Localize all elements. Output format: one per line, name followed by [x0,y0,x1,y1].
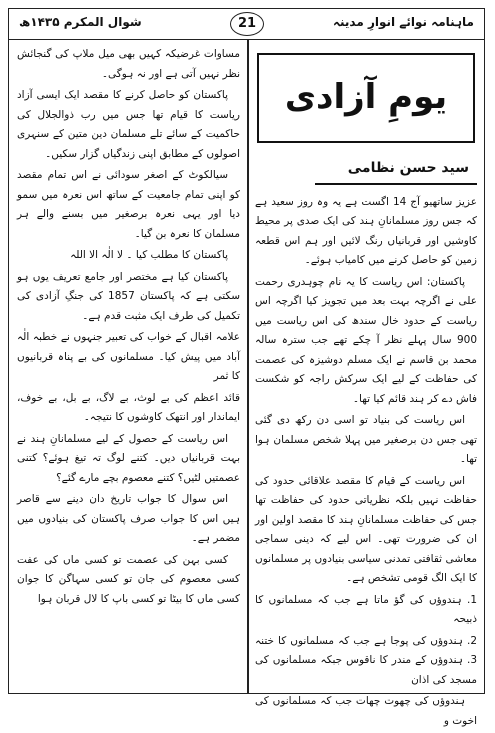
title-box [257,53,475,143]
paragraph: سیالکوٹ کے اصغر سودائی نے اس تمام مقصد کو اپنی تمام جامعیت کے ساتھ اس نعرہ میں سمو دیا اور یہی نعرہ برصغیر میں بسنے والے ہر مسلمان کا نعرہ بن گیا۔ [17,169,240,240]
paragraph: اس ریاست کے حصول کے لیے مسلمانانِ ہند نے بہت قربانیاں دیں۔ کتنے لوگ تہ تیغ ہوئے؟ کتنی عصمتیں لٹیں؟ کتنے معصوم بچے مارے گئے؟ [17,432,240,484]
column-divider [247,39,249,694]
right-column [255,45,477,733]
left-column [17,45,240,611]
page-number: 21 [230,12,264,36]
list-item: 2. ہندوؤں کی پوجا ہے جب کہ مسلمانوں کا ختنہ 3. ہندوؤں کے مندر کا ناقوس جبکہ مسلمانوں کی مسجد کی اذان [255,634,477,686]
paragraph: اس سوال کا جواب تاریخ دان دینے سے قاصر ہیں اس کا جواب صرف پاکستان کی بنیادوں میں مضمر ہے۔ [17,493,240,544]
paragraph: اس ریاست کے قیام کا مقصد علاقائی حدود کی حفاظت نہیں بلکہ نظریاتی حدود کی حفاظت تھا جس کی حفاظت مسلمانانِ ہند کا مقصد اولین اور ان کی ضرورت تھی۔ اس لیے کہ دینی سماجی معاشی ثقافتی تمدنی سیاسی بنیادوں پر مسلمانوں کا ایک الگ قومی تشخص ہے۔ [255,474,477,584]
paragraph: پاکستان کو حاصل کرنے کا مقصد ایک ایسی آزاد ریاست کا قیام تھا جس میں رب ذوالجلال کی حاکمیت کے سائے تلے مسلمان دین متین کے سنہری اصولوں کے مطابق اپنی زندگیاں گزار سکیں۔ [17,89,240,160]
paragraph: پاکستان: اس ریاست کا یہ نام چوہدری رحمت علی نے اگرچہ بہت بعد میں تجویز کیا اگرچہ اس ریاست کے حدود خال سندھ کی اس ریاست میں 900 سال پہلے نظر آ چکے تھے جب سترہ سالہ محمد بن قاسم نے ایک مسلم دوشیزہ کی عصمت کی حفاظت کے لیے ایک سرکش راجہ کو شکست فاش دے کر ہند قائم کیا تھا۔ [255,275,477,405]
paragraph: اس ریاست کی بنیاد تو اسی دن رکھ دی گئی تھی جس دن برصغیر میں پہلا شخص مسلمان ہوا تھا۔ [255,414,477,465]
paragraph: علامہ اقبال کے خواب کی تعبیر جنہوں نے خطبہ الٰہ آباد میں پیش کیا۔ مسلمانوں کی بے پناہ قربانیوں کا ثمر [17,331,240,382]
list-item: 1. ہندوؤں کی گؤ ماتا ہے جب کہ مسلمانوں کا ذبیحہ [255,593,477,625]
magazine-page [8,8,485,727]
page-header [9,9,484,40]
author-underline [315,183,477,185]
paragraph: پاکستان کیا ہے مختصر اور جامع تعریف یوں ہو سکتی ہے کہ پاکستان 1857 کی جنگِ آزادی کی تکمیل کی طرف ایک مثبت قدم ہے۔ [17,270,240,322]
paragraph: مساوات غرضیکہ کہیں بھی میل ملاپ کی گنجائش نظر نہیں آتی ہے اور نہ ہوگی۔ [17,48,240,80]
paragraph: ہندوؤں کی چھوت چھات جب کہ مسلمانوں کی اخوت و [255,695,477,727]
paragraph: کسی بہن کی عصمت تو کسی ماں کی عفت کسی معصوم کی جان تو کسی سہاگن کا جوان کسی ماں کا بیٹا تو کسی باپ کا لال قربان ہوا [17,553,240,605]
paragraph: عزیز ساتھیو آج 14 اگست ہے یہ وہ روز سعید ہے کہ جس روز مسلمانانِ ہند کی ایک صدی پر محیط کاوشیں اور قربانیاں رنگ لائیں اور ہم اس قطعہ زمین کو حاصل کرنے میں کامیاب ہوئے۔ [255,195,477,266]
article-title: یومِ آزادی [284,77,448,118]
paragraph: قائد اعظم کی بے لوث، بے لاگ، بے بل، بے خوف، ایماندار اور انتھک کاوشوں کا نتیجہ۔ [17,391,240,423]
article-author: سید حسن نظامی [347,160,469,176]
slogan: پاکستان کا مطلب کیا ۔ لا الٰہ الا اللہ [70,249,228,261]
magazine-name: ماہنامہ نوائے انوارِ مدینہ [332,15,474,29]
issue-date: شوال المکرم ۱۴۳۵ھ [19,15,142,29]
